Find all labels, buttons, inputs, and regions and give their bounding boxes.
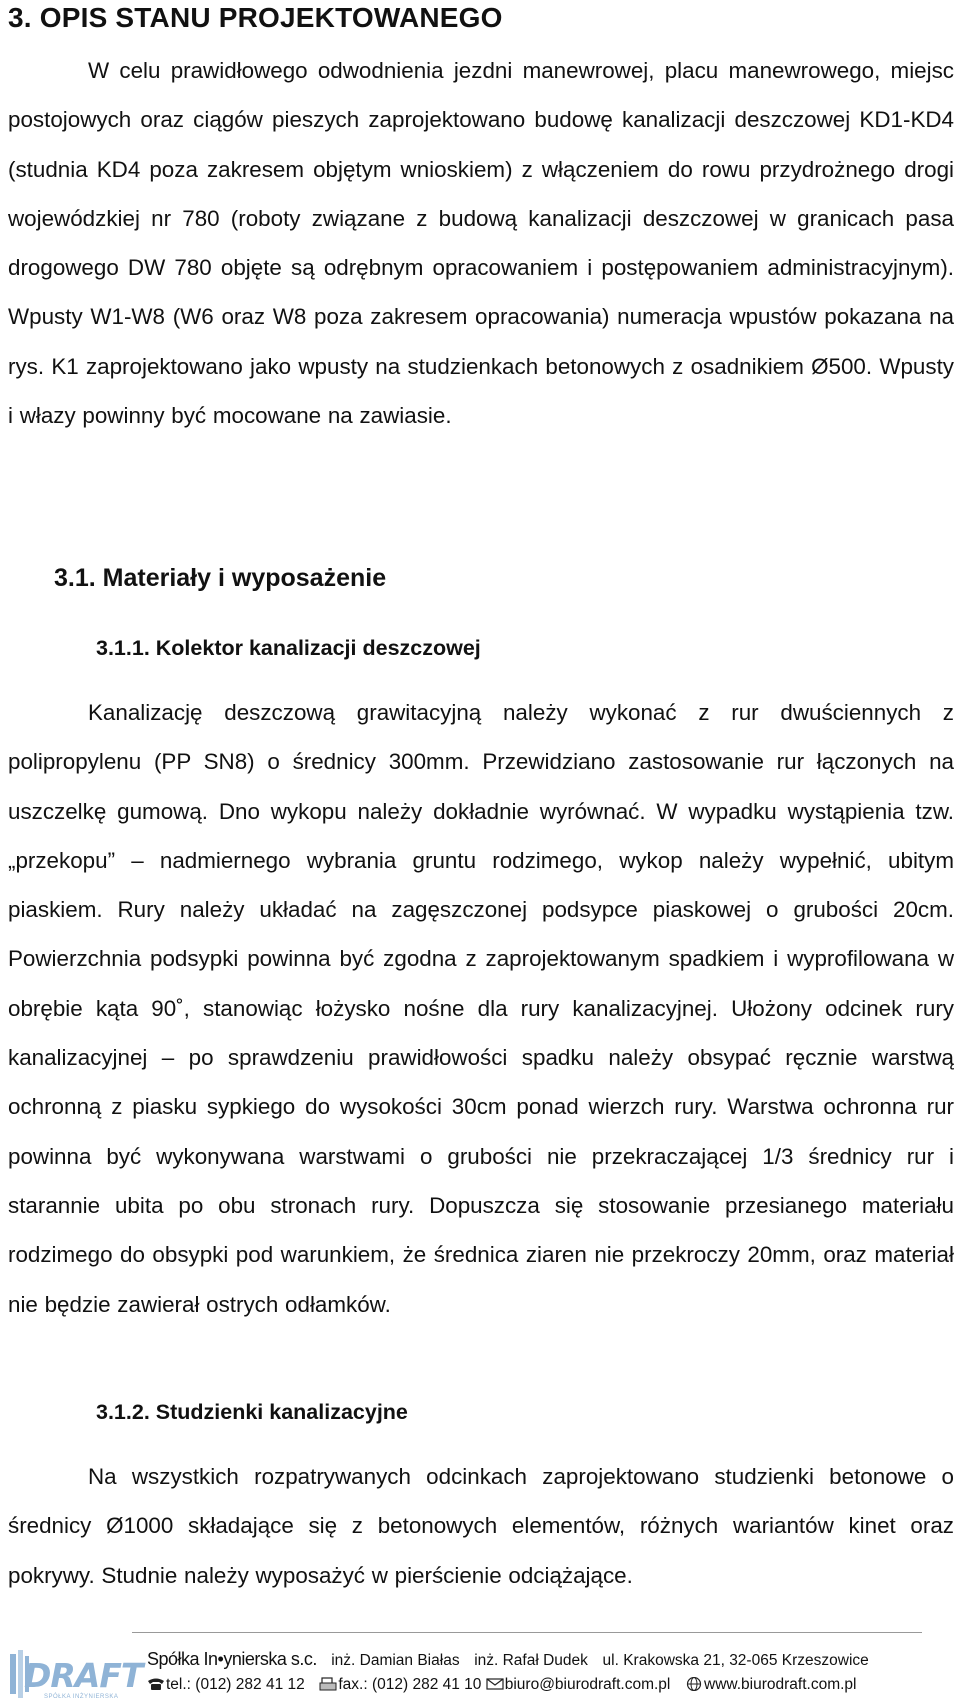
email-address[interactable]: biuro@biurodraft.com.pl xyxy=(504,1676,671,1693)
globe-icon xyxy=(685,1677,703,1691)
subsubsection-heading-manholes: 3.1.2. Studzienki kanalizacyjne xyxy=(96,1400,408,1424)
footer-line-2 xyxy=(147,1676,857,1694)
manholes-paragraph xyxy=(8,1452,954,1600)
fax-number: fax.: (012) 282 41 10 xyxy=(338,1676,482,1693)
subsubsection-heading-collector: 3.1.1. Kolektor kanalizacji deszczowej xyxy=(96,636,481,660)
company-address: ul. Krakowska 21, 32-065 Krzeszowice xyxy=(602,1652,869,1669)
intro-paragraph-block xyxy=(8,46,954,440)
logo-subtitle: SPÓŁKA INŻYNIERSKA xyxy=(44,1694,119,1700)
collector-paragraph xyxy=(8,688,954,1329)
logo-text: DRAFT xyxy=(24,1656,143,1695)
manholes-paragraph-text: Na wszystkich rozpatrywanych odcinkach zaprojektowano studzienki betonowe o średnicy Ø1000 składające się z betonowych elementów, różnych wariantów kinet oraz pokrywy. Studnie należy wyposażyć w pierścienie odciążające. xyxy=(8,1464,954,1588)
phone-icon xyxy=(147,1677,165,1691)
collector-paragraph-block xyxy=(8,688,954,1329)
intro-paragraph-text: W celu prawidłowego odwodnienia jezdni manewrowej, placu manewrowego, miejsc postojowych oraz ciągów pieszych zaprojektowano budowę kanalizacji deszczowej KD1-KD4 (studnia KD4 poza zakresem objętym wnioskiem) z włączeniem do rowu przydrożnego drogi wojewódzkiej nr 780 (roboty związane z budową kanalizacji deszczowej w granicach pasa drogowego DW 780 objęte są odrębnym opracowaniem i postępowaniem administracyjnym). Wpusty W1-W8 (W6 oraz W8 poza zakresem opracowania) numeracja wpustów pokazana na rys. K1 zaprojektowano jako wpusty na studzienkach betonowych z osadnikiem Ø500. Wpusty i włazy powinny być mocowane na zawiasie. xyxy=(8,58,954,429)
page-footer xyxy=(0,1632,960,1705)
fax-icon xyxy=(319,1677,337,1691)
section-heading: 3. OPIS STANU PROJEKTOWANEGO xyxy=(8,2,503,33)
website-url[interactable]: www.biurodraft.com.pl xyxy=(704,1676,857,1693)
person-2: inż. Rafał Dudek xyxy=(474,1652,588,1669)
footer-line-1 xyxy=(147,1649,869,1670)
collector-paragraph-text: Kanalizację deszczową grawitacyjną należy wykonać z rur dwuściennych z polipropylenu (PP SN8) o średnicy 300mm. Przewidziano zastosowanie rur łączonych na uszczelkę gumową. Dno wykopu należy dokładnie wyrównać. W wypadku wystąpienia tzw. „przekopu” – nadmiernego wybrania gruntu rodzimego, wykop należy wypełnić, ubitym piaskiem. Rury należy układać na zagęszczonej podsypce piaskowej o grubości 20cm. Powierzchnia podsypki powinna być zgodna z zaprojektowanym spadkiem i wyprofilowana w obrębie kąta 90˚, stanowiąc łożysko nośne dla rury kanalizacyjnej. Ułożony odcinek rury kanalizacyjnej – po sprawdzeniu prawidłowości spadku należy obsypać ręcznie warstwą ochronną z piasku sypkiego do wysokości 30cm ponad wierzch rury. Warstwa ochronna rur powinna być wykonywana warstwami o grubości nie przekraczającej 1/3 średnicy rur i starannie ubita po obu stronach rury. Dopuszcza się stosowanie przesianego materiału rodzimego do obsypki pod warunkiem, że średnica ziaren nie przekroczy 20mm, oraz materiał nie będzie zawierał ostrych odłamków. xyxy=(8,700,954,1317)
subsection-heading: 3.1. Materiały i wyposażenie xyxy=(54,564,387,592)
footer-divider xyxy=(132,1632,922,1633)
company-name: Spółka In•ynierska s.c. xyxy=(147,1649,317,1669)
intro-paragraph xyxy=(8,46,954,440)
person-1: inż. Damian Białas xyxy=(331,1652,460,1669)
phone-number: tel.: (012) 282 41 12 xyxy=(166,1676,305,1693)
draft-logo xyxy=(8,1644,143,1700)
manholes-paragraph-block xyxy=(8,1452,954,1600)
document-page xyxy=(8,0,952,1705)
email-icon xyxy=(486,1677,504,1691)
